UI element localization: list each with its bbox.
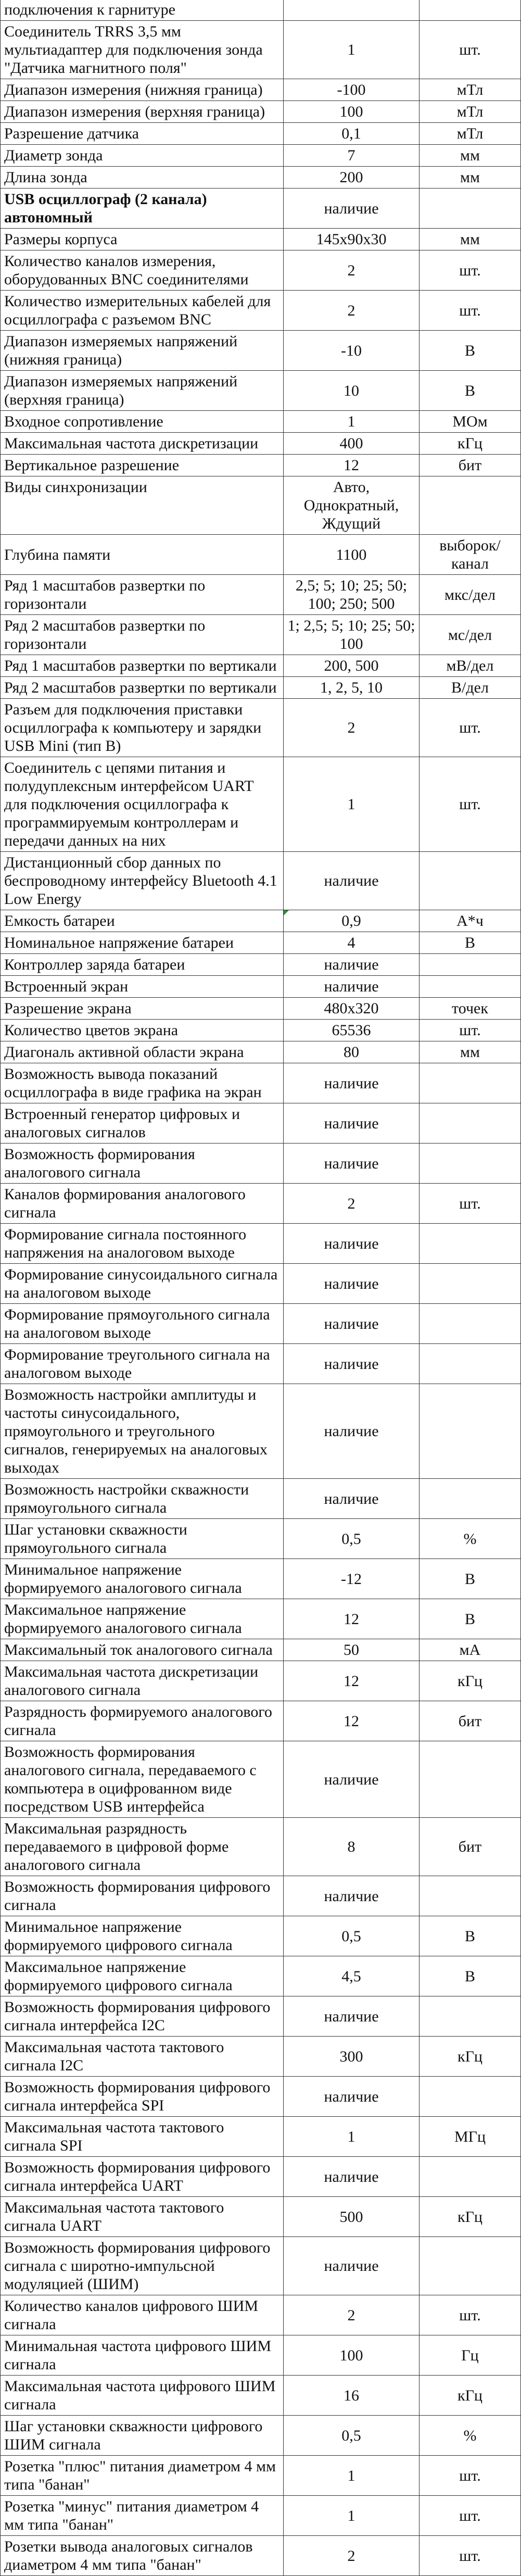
value-cell: наличие bbox=[284, 1344, 420, 1384]
param-cell: Возможность настройки амплитуды и частоты синусоидального, прямоугольного и треугольного сигналов, генерируемых на аналоговых выходах bbox=[1, 1384, 284, 1479]
value-cell: наличие bbox=[284, 1996, 420, 2037]
param-cell: Ряд 2 масштабов развертки по горизонтали bbox=[1, 615, 284, 655]
table-row bbox=[1, 1184, 521, 1224]
table-row bbox=[1, 167, 521, 189]
table-row bbox=[1, 1956, 521, 1996]
param-cell: Количество каналов цифрового ШИМ сигнала bbox=[1, 2295, 284, 2335]
table-row bbox=[1, 1264, 521, 1304]
table-row bbox=[1, 1701, 521, 1741]
value-cell: 100 bbox=[284, 101, 420, 123]
param-cell: Диаметр зонда bbox=[1, 145, 284, 167]
param-cell: Номинальное напряжение батареи bbox=[1, 932, 284, 954]
param-cell: Максимальная частота дискретизации аналогового сигнала bbox=[1, 1661, 284, 1701]
value-cell: 1100 bbox=[284, 535, 420, 575]
unit-cell: мс/дел bbox=[420, 615, 521, 655]
param-cell: Глубина памяти bbox=[1, 535, 284, 575]
unit-cell: шт. bbox=[420, 1020, 521, 1041]
unit-cell: мм bbox=[420, 229, 521, 250]
table-row bbox=[1, 1304, 521, 1344]
table-row bbox=[1, 1599, 521, 1639]
value-cell: Авто, Однократный, Ждущий bbox=[284, 476, 420, 535]
table-row bbox=[1, 1661, 521, 1701]
param-cell: Разрешение экрана bbox=[1, 998, 284, 1020]
value-cell: 1 bbox=[284, 2456, 420, 2496]
param-cell: Дистанционный сбор данных по беспроводному интерфейсу Bluetooth 4.1 Low Energy bbox=[1, 852, 284, 910]
value-cell: 12 bbox=[284, 1661, 420, 1701]
unit-cell: В bbox=[420, 371, 521, 411]
unit-cell: А*ч bbox=[420, 910, 521, 932]
unit-cell: мТл bbox=[420, 101, 521, 123]
value-cell: 2 bbox=[284, 250, 420, 291]
table-row bbox=[1, 677, 521, 699]
unit-cell: мТл bbox=[420, 79, 521, 101]
value-cell: 1 bbox=[284, 2117, 420, 2157]
table-row bbox=[1, 0, 521, 21]
param-cell: Контроллер заряда батареи bbox=[1, 954, 284, 976]
param-cell: Соединитель с цепями питания и полудуплексным интерфейсом UART для подключения осциллографа к программируемым контроллерам и передачи данных на них bbox=[1, 757, 284, 852]
value-cell: 200, 500 bbox=[284, 655, 420, 677]
table-row bbox=[1, 1559, 521, 1599]
table-row bbox=[1, 2295, 521, 2335]
value-cell: 4,5 bbox=[284, 1956, 420, 1996]
value-cell: наличие bbox=[284, 189, 420, 229]
unit-cell: бит bbox=[420, 455, 521, 476]
unit-cell: Гц bbox=[420, 2335, 521, 2376]
table-row bbox=[1, 1224, 521, 1264]
param-cell: Возможность формирования цифрового сигнала интерфейса I2C bbox=[1, 1996, 284, 2037]
value-cell: 2 bbox=[284, 699, 420, 757]
value-cell: 7 bbox=[284, 145, 420, 167]
param-cell: Формирование сигнала постоянного напряжения на аналоговом выходе bbox=[1, 1224, 284, 1264]
table-row bbox=[1, 1876, 521, 1916]
param-cell: Возможность формирования аналогового сигнала, передаваемого с компьютера в оцифрованном виде посредством USB интерфейса bbox=[1, 1741, 284, 1818]
param-cell: Максимальная разрядность передаваемого в цифровой форме аналогового сигнала bbox=[1, 1818, 284, 1876]
param-cell: Формирование прямоугольного сигнала на аналоговом выходе bbox=[1, 1304, 284, 1344]
unit-cell: В/дел bbox=[420, 677, 521, 699]
value-cell: наличие bbox=[284, 976, 420, 998]
unit-cell: мм bbox=[420, 167, 521, 189]
unit-cell: бит bbox=[420, 1701, 521, 1741]
value-cell: 500 bbox=[284, 2197, 420, 2237]
table-row bbox=[1, 655, 521, 677]
value-cell: 0,5 bbox=[284, 1916, 420, 1956]
value-cell: наличие bbox=[284, 2157, 420, 2197]
unit-cell: шт. bbox=[420, 2536, 521, 2576]
value-cell: 1; 2,5; 5; 10; 25; 50; 100 bbox=[284, 615, 420, 655]
unit-cell: шт. bbox=[420, 1184, 521, 1224]
unit-cell: шт. bbox=[420, 250, 521, 291]
unit-cell: В bbox=[420, 1956, 521, 1996]
unit-cell: В bbox=[420, 1916, 521, 1956]
value-cell: 1 bbox=[284, 2496, 420, 2536]
param-cell: Розетка "минус" питания диаметром 4 мм типа "банан" bbox=[1, 2496, 284, 2536]
table-row bbox=[1, 1639, 521, 1661]
unit-cell: кГц bbox=[420, 1661, 521, 1701]
param-cell: Емкость батареи bbox=[1, 910, 284, 932]
unit-cell: В bbox=[420, 932, 521, 954]
value-cell: 12 bbox=[284, 1599, 420, 1639]
value-cell: 2 bbox=[284, 1184, 420, 1224]
value-cell: 1 bbox=[284, 757, 420, 852]
table-row bbox=[1, 1479, 521, 1519]
value-cell: наличие bbox=[284, 1264, 420, 1304]
param-cell: Максимальная частота дискретизации bbox=[1, 433, 284, 455]
unit-cell: выборок/канал bbox=[420, 535, 521, 575]
unit-cell: кГц bbox=[420, 433, 521, 455]
table-row bbox=[1, 699, 521, 757]
value-cell: 200 bbox=[284, 167, 420, 189]
value-cell: 0,1 bbox=[284, 123, 420, 145]
param-cell: Разрядность формируемого аналогового сигнала bbox=[1, 1701, 284, 1741]
table-row bbox=[1, 2456, 521, 2496]
param-cell: Ряд 2 масштабов развертки по вертикали bbox=[1, 677, 284, 699]
value-cell: 65536 bbox=[284, 1020, 420, 1041]
table-row bbox=[1, 1020, 521, 1041]
param-cell: Диапазон измеряемых напряжений (верхняя граница) bbox=[1, 371, 284, 411]
section-heading-cell: USB осциллограф (2 канала) автономный bbox=[1, 189, 284, 229]
param-cell: Разрешение датчика bbox=[1, 123, 284, 145]
param-cell: Встроенный экран bbox=[1, 976, 284, 998]
table-row bbox=[1, 2536, 521, 2576]
table-row bbox=[1, 998, 521, 1020]
param-cell: Розетка "плюс" питания диаметром 4 мм типа "банан" bbox=[1, 2456, 284, 2496]
param-cell: Максимальный ток аналогового сигнала bbox=[1, 1639, 284, 1661]
unit-cell: мТл bbox=[420, 123, 521, 145]
unit-cell bbox=[420, 476, 521, 535]
unit-cell: шт. bbox=[420, 699, 521, 757]
value-cell: 2 bbox=[284, 2295, 420, 2335]
param-cell: Шаг установки скважности цифрового ШИМ сигнала bbox=[1, 2416, 284, 2456]
unit-cell bbox=[420, 1479, 521, 1519]
unit-cell bbox=[420, 1063, 521, 1103]
table-row bbox=[1, 21, 521, 79]
table-row bbox=[1, 1996, 521, 2037]
param-cell: Минимальное напряжение формируемого цифрового сигнала bbox=[1, 1916, 284, 1956]
table-row bbox=[1, 189, 521, 229]
param-cell: Возможность формирования цифрового сигнала интерфейса SPI bbox=[1, 2077, 284, 2117]
table-row bbox=[1, 229, 521, 250]
value-cell: наличие bbox=[284, 954, 420, 976]
value-cell: 400 bbox=[284, 433, 420, 455]
value-cell: 12 bbox=[284, 455, 420, 476]
table-row bbox=[1, 910, 521, 932]
unit-cell: шт. bbox=[420, 757, 521, 852]
unit-cell: мА bbox=[420, 1639, 521, 1661]
param-cell: Количество измерительных кабелей для осциллографа с разъемом BNC bbox=[1, 291, 284, 331]
value-cell: 2,5; 5; 10; 25; 50; 100; 250; 500 bbox=[284, 575, 420, 615]
unit-cell: В bbox=[420, 1599, 521, 1639]
unit-cell: шт. bbox=[420, 21, 521, 79]
unit-cell: кГц bbox=[420, 2037, 521, 2077]
param-cell: Диапазон измерения (верхняя граница) bbox=[1, 101, 284, 123]
value-cell: наличие bbox=[284, 1103, 420, 1144]
param-cell: Формирование синусоидального сигнала на аналоговом выходе bbox=[1, 1264, 284, 1304]
unit-cell bbox=[420, 852, 521, 910]
unit-cell: кГц bbox=[420, 2197, 521, 2237]
value-cell: -10 bbox=[284, 331, 420, 371]
unit-cell bbox=[420, 1103, 521, 1144]
param-cell: Минимальное напряжение формируемого аналогового сигнала bbox=[1, 1559, 284, 1599]
param-cell: Каналов формирования аналогового сигнала bbox=[1, 1184, 284, 1224]
value-cell: наличие bbox=[284, 852, 420, 910]
table-row bbox=[1, 2037, 521, 2077]
unit-cell: МГц bbox=[420, 2117, 521, 2157]
table-row bbox=[1, 2376, 521, 2416]
value-cell: наличие bbox=[284, 1479, 420, 1519]
table-row bbox=[1, 2335, 521, 2376]
value-cell: наличие bbox=[284, 1144, 420, 1184]
table-row bbox=[1, 575, 521, 615]
value-cell: 480x320 bbox=[284, 998, 420, 1020]
table-row bbox=[1, 476, 521, 535]
param-cell: Максимальная частота тактового сигнала I2C bbox=[1, 2037, 284, 2077]
param-cell: Диагональ активной области экрана bbox=[1, 1041, 284, 1063]
unit-cell: шт. bbox=[420, 291, 521, 331]
unit-cell bbox=[420, 1144, 521, 1184]
value-cell: 100 bbox=[284, 2335, 420, 2376]
value-cell: 10 bbox=[284, 371, 420, 411]
unit-cell: бит bbox=[420, 1818, 521, 1876]
param-cell: Диапазон измерения (нижняя граница) bbox=[1, 79, 284, 101]
unit-cell: шт. bbox=[420, 2496, 521, 2536]
unit-cell bbox=[420, 1996, 521, 2037]
value-cell: 12 bbox=[284, 1701, 420, 1741]
unit-cell: % bbox=[420, 1519, 521, 1559]
value-cell: -100 bbox=[284, 79, 420, 101]
unit-cell: шт. bbox=[420, 2456, 521, 2496]
value-cell: 1, 2, 5, 10 bbox=[284, 677, 420, 699]
table-row bbox=[1, 2157, 521, 2197]
table-row bbox=[1, 2237, 521, 2295]
table-row bbox=[1, 932, 521, 954]
unit-cell: точек bbox=[420, 998, 521, 1020]
table-row bbox=[1, 1344, 521, 1384]
table-row bbox=[1, 2197, 521, 2237]
param-cell: Виды синхронизации bbox=[1, 476, 284, 535]
param-cell: Возможность формирования цифрового сигнала bbox=[1, 1876, 284, 1916]
table-row bbox=[1, 331, 521, 371]
unit-cell bbox=[420, 189, 521, 229]
table-row bbox=[1, 1818, 521, 1876]
param-cell: Максимальная частота тактового сигнала SPI bbox=[1, 2117, 284, 2157]
param-cell: Возможность формирования цифрового сигнала с широтно-импульсной модуляцией (ШИМ) bbox=[1, 2237, 284, 2295]
table-row bbox=[1, 455, 521, 476]
unit-cell bbox=[420, 0, 521, 21]
unit-cell bbox=[420, 1741, 521, 1818]
param-cell: Розетки вывода аналоговых сигналов диаметром 4 мм типа "банан" bbox=[1, 2536, 284, 2576]
table-row bbox=[1, 2416, 521, 2456]
table-row bbox=[1, 411, 521, 433]
unit-cell bbox=[420, 976, 521, 998]
unit-cell: МОм bbox=[420, 411, 521, 433]
param-cell: Возможность вывода показаний осциллографа в виде графика на экран bbox=[1, 1063, 284, 1103]
value-cell: 0,9 bbox=[284, 910, 420, 932]
param-cell: Максимальное напряжение формируемого аналогового сигнала bbox=[1, 1599, 284, 1639]
unit-cell: мВ/дел bbox=[420, 655, 521, 677]
value-cell: наличие bbox=[284, 2237, 420, 2295]
param-cell: подключения к гарнитуре bbox=[1, 0, 284, 21]
unit-cell: % bbox=[420, 2416, 521, 2456]
param-cell: Максимальное напряжение формируемого цифрового сигнала bbox=[1, 1956, 284, 1996]
table-row bbox=[1, 123, 521, 145]
param-cell: Шаг установки скважности прямоугольного сигнала bbox=[1, 1519, 284, 1559]
table-row bbox=[1, 1041, 521, 1063]
table-row bbox=[1, 371, 521, 411]
table-row bbox=[1, 954, 521, 976]
unit-cell: кГц bbox=[420, 2376, 521, 2416]
table-row bbox=[1, 145, 521, 167]
table-row bbox=[1, 1741, 521, 1818]
value-cell: 4 bbox=[284, 932, 420, 954]
table-row bbox=[1, 79, 521, 101]
table-row bbox=[1, 2496, 521, 2536]
unit-cell bbox=[420, 1344, 521, 1384]
unit-cell: В bbox=[420, 1559, 521, 1599]
unit-cell bbox=[420, 1384, 521, 1479]
table-row bbox=[1, 852, 521, 910]
param-cell: Количество каналов измерения, оборудованных BNC соединителями bbox=[1, 250, 284, 291]
table-row bbox=[1, 535, 521, 575]
param-cell: Количество цветов экрана bbox=[1, 1020, 284, 1041]
unit-cell: мм bbox=[420, 1041, 521, 1063]
value-cell: наличие bbox=[284, 1224, 420, 1264]
param-cell: Минимальная частота цифрового ШИМ сигнала bbox=[1, 2335, 284, 2376]
table-row bbox=[1, 2077, 521, 2117]
unit-cell bbox=[420, 954, 521, 976]
unit-cell bbox=[420, 2157, 521, 2197]
value-cell: 50 bbox=[284, 1639, 420, 1661]
param-cell: Возможность формирования аналогового сигнала bbox=[1, 1144, 284, 1184]
param-cell: Длина зонда bbox=[1, 167, 284, 189]
table-row bbox=[1, 250, 521, 291]
unit-cell bbox=[420, 1304, 521, 1344]
value-cell: 145x90x30 bbox=[284, 229, 420, 250]
value-cell bbox=[284, 0, 420, 21]
param-cell: Диапазон измеряемых напряжений (нижняя граница) bbox=[1, 331, 284, 371]
value-cell: наличие bbox=[284, 2077, 420, 2117]
value-cell: наличие bbox=[284, 1384, 420, 1479]
value-cell: 300 bbox=[284, 2037, 420, 2077]
param-cell: Возможность настройки скважности прямоугольного сигнала bbox=[1, 1479, 284, 1519]
unit-cell bbox=[420, 1224, 521, 1264]
param-cell: Ряд 1 масштабов развертки по горизонтали bbox=[1, 575, 284, 615]
param-cell: Вертикальное разрешение bbox=[1, 455, 284, 476]
table-row bbox=[1, 1384, 521, 1479]
value-cell: 80 bbox=[284, 1041, 420, 1063]
value-cell: 0,5 bbox=[284, 1519, 420, 1559]
table-row bbox=[1, 2117, 521, 2157]
table-row bbox=[1, 433, 521, 455]
value-cell: 2 bbox=[284, 291, 420, 331]
param-cell: Входное сопротивление bbox=[1, 411, 284, 433]
param-cell: Соединитель TRRS 3,5 мм мультиадаптер для подключения зонда "Датчика магнитного поля" bbox=[1, 21, 284, 79]
value-cell: 1 bbox=[284, 21, 420, 79]
table-row bbox=[1, 1144, 521, 1184]
table-row bbox=[1, 1063, 521, 1103]
param-cell: Максимальная частота цифрового ШИМ сигнала bbox=[1, 2376, 284, 2416]
unit-cell: В bbox=[420, 331, 521, 371]
param-cell: Ряд 1 масштабов развертки по вертикали bbox=[1, 655, 284, 677]
value-cell: 8 bbox=[284, 1818, 420, 1876]
unit-cell bbox=[420, 2237, 521, 2295]
unit-cell bbox=[420, 1264, 521, 1304]
table-row bbox=[1, 615, 521, 655]
value-cell: 1 bbox=[284, 411, 420, 433]
unit-cell bbox=[420, 2077, 521, 2117]
param-cell: Разъем для подключения приставки осциллографа к компьютеру и зарядки USB Mini (тип B) bbox=[1, 699, 284, 757]
value-cell: наличие bbox=[284, 1063, 420, 1103]
value-cell: 16 bbox=[284, 2376, 420, 2416]
param-cell: Возможность формирования цифрового сигнала интерфейса UART bbox=[1, 2157, 284, 2197]
table-row bbox=[1, 1916, 521, 1956]
value-cell: -12 bbox=[284, 1559, 420, 1599]
value-cell: наличие bbox=[284, 1876, 420, 1916]
table-row bbox=[1, 757, 521, 852]
param-cell: Размеры корпуса bbox=[1, 229, 284, 250]
value-cell: наличие bbox=[284, 1304, 420, 1344]
table-row bbox=[1, 1103, 521, 1144]
value-cell: наличие bbox=[284, 1741, 420, 1818]
unit-cell: шт. bbox=[420, 2295, 521, 2335]
unit-cell: мкс/дел bbox=[420, 575, 521, 615]
param-cell: Формирование треугольного сигнала на аналоговом выходе bbox=[1, 1344, 284, 1384]
table-row bbox=[1, 1519, 521, 1559]
table-row bbox=[1, 101, 521, 123]
value-cell: 0,5 bbox=[284, 2416, 420, 2456]
param-cell: Встроенный генератор цифровых и аналоговых сигналов bbox=[1, 1103, 284, 1144]
table-row bbox=[1, 291, 521, 331]
value-cell: 2 bbox=[284, 2536, 420, 2576]
unit-cell: мм bbox=[420, 145, 521, 167]
table-row bbox=[1, 976, 521, 998]
param-cell: Максимальная частота тактового сигнала UART bbox=[1, 2197, 284, 2237]
unit-cell bbox=[420, 1876, 521, 1916]
